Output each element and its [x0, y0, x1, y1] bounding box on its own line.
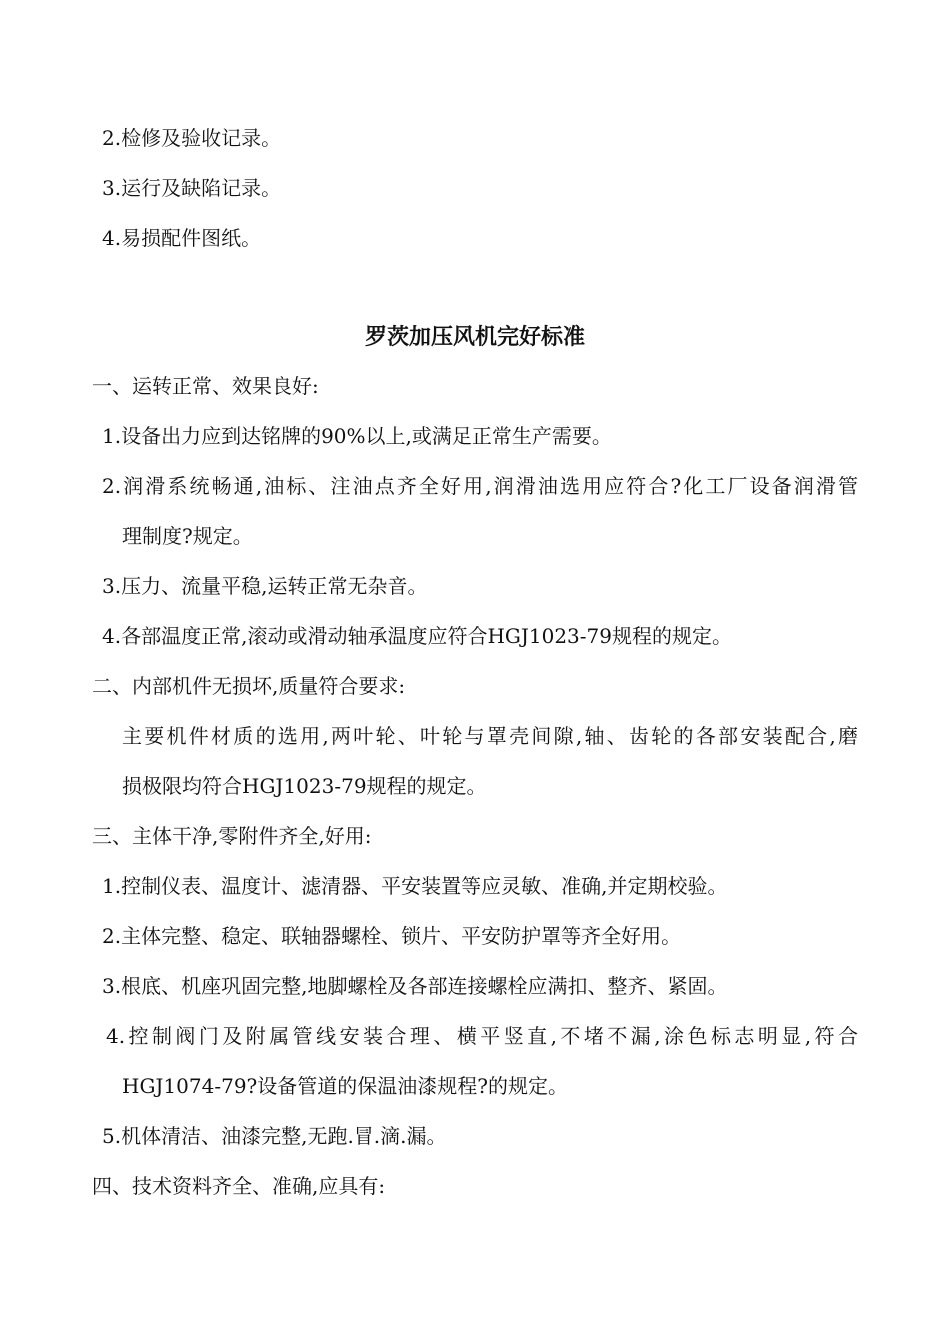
page-title: 罗茨加压风机完好标准	[364, 324, 585, 350]
section-3-item-3: 3.根底、机座巩固完整,地脚螺栓及各部连接螺栓应满扣、整齐、紧固。	[102, 974, 728, 998]
section-1-heading: 一、运转正常、效果良好:	[92, 374, 319, 398]
record-item-4: 4.易损配件图纸。	[102, 226, 262, 250]
section-1-item-2-line-2: 理制度?规定。	[122, 524, 253, 548]
section-1-item-2-line-1: 2.润滑系统畅通,油标、注油点齐全好用,润滑油选用应符合?化工厂设备润滑管	[102, 474, 858, 498]
section-2-paragraph-line-2: 损极限均符合HGJ1023-79规程的规定。	[122, 774, 487, 798]
section-4-heading: 四、技术资料齐全、准确,应具有:	[92, 1174, 386, 1198]
section-3-item-2: 2.主体完整、稳定、联轴器螺栓、锁片、平安防护罩等齐全好用。	[102, 924, 682, 948]
section-3-item-1: 1.控制仪表、温度计、滤清器、平安装置等应灵敏、准确,并定期校验。	[102, 874, 728, 898]
section-1-item-4: 4.各部温度正常,滚动或滑动轴承温度应符合HGJ1023-79规程的规定。	[102, 624, 732, 648]
section-2-heading: 二、内部机件无损坏,质量符合要求:	[92, 674, 406, 698]
record-item-2: 2.检修及验收记录。	[102, 126, 282, 150]
section-2-paragraph-line-1: 主要机件材质的选用,两叶轮、叶轮与罩壳间隙,轴、齿轮的各部安装配合,磨	[122, 724, 858, 748]
section-3-item-5: 5.机体清洁、油漆完整,无跑.冒.滴.漏。	[102, 1124, 447, 1148]
record-item-3: 3.运行及缺陷记录。	[102, 176, 282, 200]
section-3-heading: 三、主体干净,零附件齐全,好用:	[92, 824, 372, 848]
section-1-item-3: 3.压力、流量平稳,运转正常无杂音。	[102, 574, 428, 598]
section-3-item-4-line-1: 4.控制阀门及附属管线安装合理、横平竖直,不堵不漏,涂色标志明显,符合	[106, 1024, 858, 1048]
section-1-item-1: 1.设备出力应到达铭牌的90%以上,或满足正常生产需要。	[102, 424, 612, 448]
section-3-item-4-line-2: HGJ1074-79?设备管道的保温油漆规程?的规定。	[122, 1074, 568, 1098]
